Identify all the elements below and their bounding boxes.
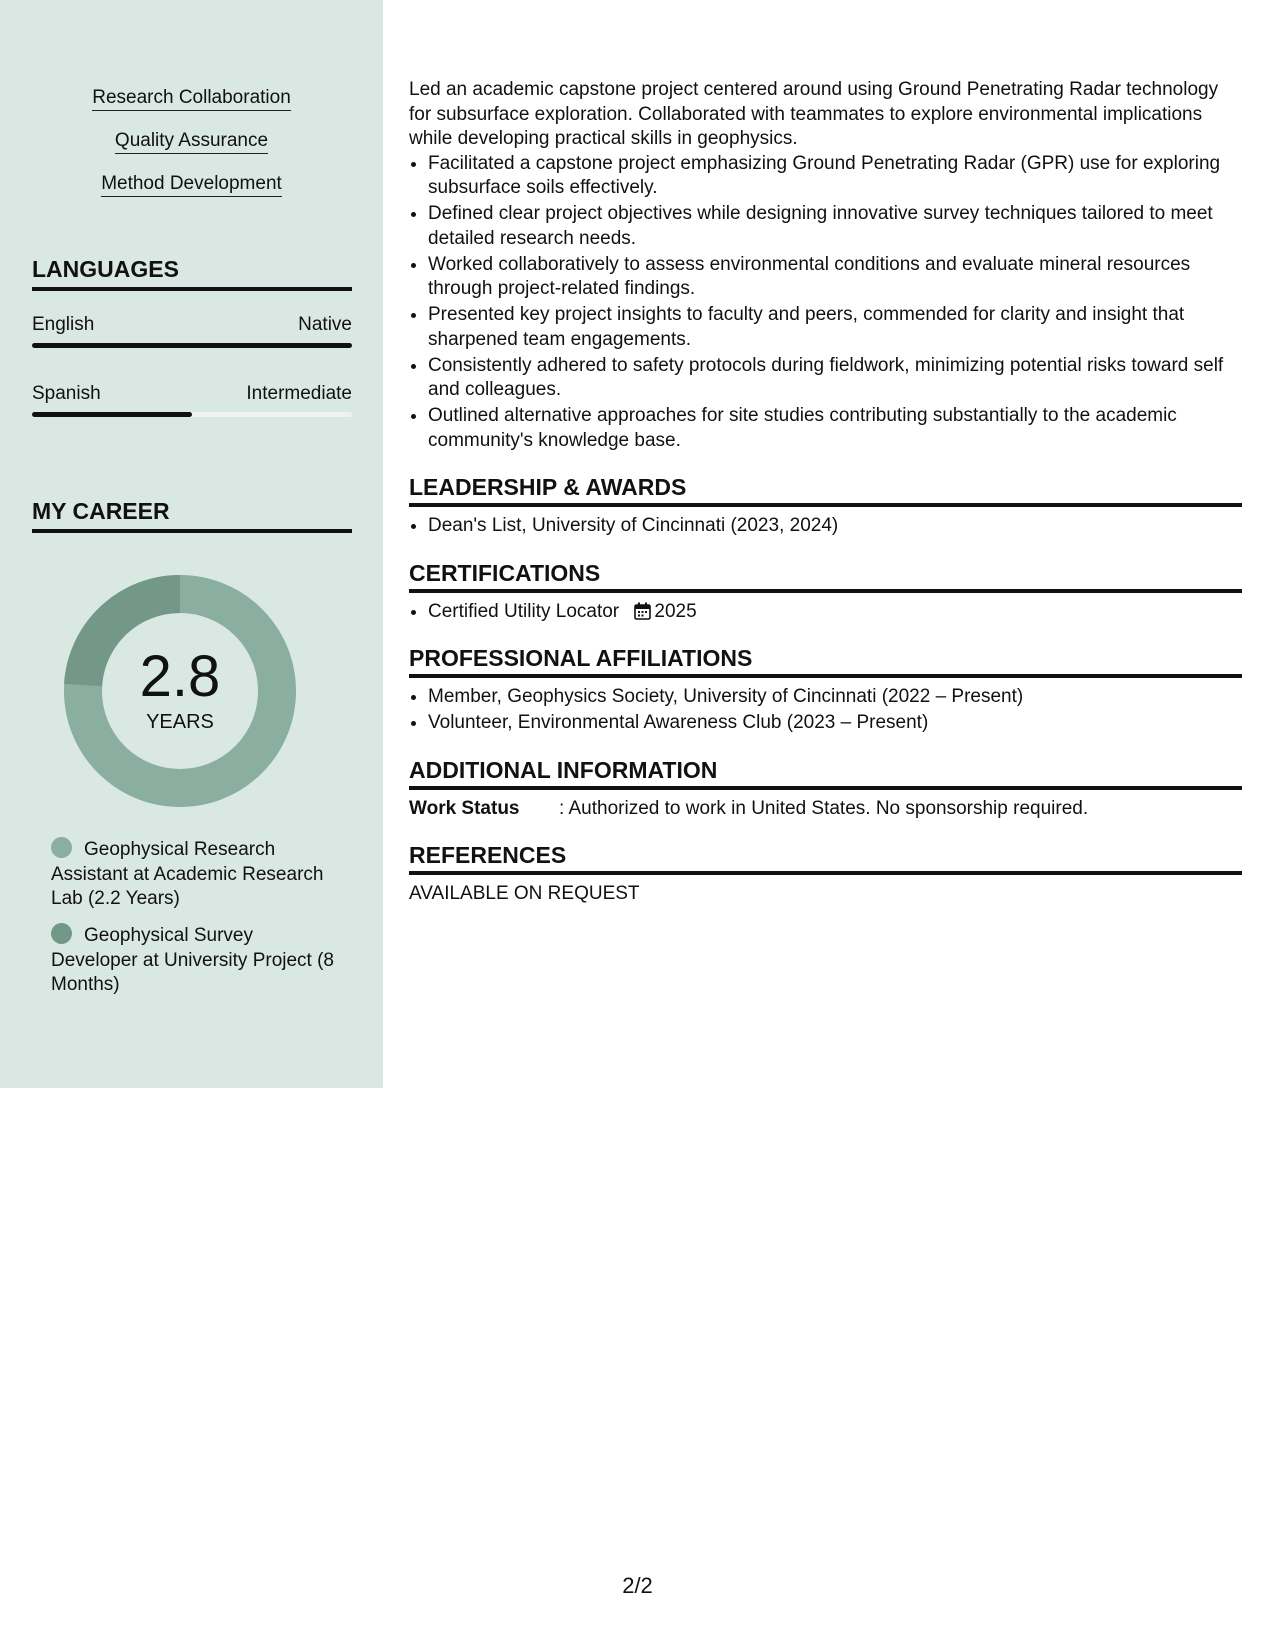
list-item: • Consistently adhered to safety protocols during fieldwork, minimizing potential risks toward self and colleagues.	[428, 354, 1242, 403]
list-item: • Outlined alternative approaches for site studies contributing substantially to the academic community's knowledge base.	[428, 404, 1242, 453]
language-name: Spanish	[32, 383, 101, 404]
language-row	[32, 382, 352, 406]
work-status-value: : Authorized to work in United States. No sponsorship required.	[559, 797, 1089, 819]
work-status-label: Work Status	[409, 797, 520, 819]
certifications-heading: CERTIFICATIONS	[409, 559, 1242, 593]
language-level: Native	[298, 314, 352, 335]
references-heading: REFERENCES	[409, 841, 1242, 875]
career-total-unit: YEARS	[146, 711, 214, 733]
languages-heading: LANGUAGES	[32, 255, 352, 291]
page-number: 2/2	[622, 1573, 653, 1598]
language-level: Intermediate	[246, 383, 352, 404]
list-item: • Volunteer, Environmental Awareness Club (2023 – Present)	[428, 711, 1242, 736]
list-item: • Member, Geophysics Society, University of Cincinnati (2022 – Present)	[428, 685, 1242, 710]
project-summary: Led an academic capstone project centered around using Ground Penetrating Radar technology for subsurface exploration. Collaborated with teammates to explore environmental implications while developing practical skills in geophysics.	[409, 79, 1219, 149]
list-item: • Worked collaboratively to assess environmental conditions and evaluate mineral resources through project-related findings.	[428, 253, 1242, 302]
language-name: English	[32, 314, 95, 335]
list-item: • Dean's List, University of Cincinnati (2023, 2024)	[428, 514, 1242, 539]
language-row	[32, 313, 352, 337]
career-legend-text: Geophysical Research Assistant at Academic Research Lab (2.2 Years)	[51, 839, 324, 909]
skill-tag: Quality Assurance	[115, 129, 268, 154]
career-heading: MY CAREER	[32, 497, 352, 533]
main-content	[409, 78, 1242, 907]
career-legend-text: Geophysical Survey Developer at University Project (8 Months)	[51, 925, 334, 995]
language-bar	[32, 343, 352, 348]
career-legend-item	[51, 837, 341, 912]
affiliations-list	[409, 685, 1242, 736]
language-bar-fill	[32, 343, 352, 348]
list-item: • Defined clear project objectives while designing innovative survey techniques tailored to meet detailed research needs.	[428, 202, 1242, 251]
project-bullets	[409, 152, 1242, 454]
skills-list	[0, 86, 383, 215]
list-item: • Facilitated a capstone project emphasizing Ground Penetrating Radar (GPR) use for exploring subsurface soils effectively.	[428, 152, 1242, 201]
certification-name: Certified Utility Locator	[428, 600, 620, 622]
skill-tag: Method Development	[101, 172, 282, 197]
certifications-list	[409, 600, 1242, 625]
legend-dot-icon	[51, 923, 72, 944]
language-bar	[32, 412, 352, 417]
leadership-heading: LEADERSHIP & AWARDS	[409, 473, 1242, 507]
list-item: • Presented key project insights to faculty and peers, commended for clarity and insight that sharpened team engagements.	[428, 303, 1242, 352]
certification-year: 2025	[654, 600, 697, 622]
skill-tag: Research Collaboration	[92, 86, 291, 111]
additional-info-heading: ADDITIONAL INFORMATION	[409, 756, 1242, 790]
career-legend-item	[51, 923, 341, 998]
references-text: AVAILABLE ON REQUEST	[409, 883, 640, 904]
calendar-icon	[634, 602, 651, 620]
legend-dot-icon	[51, 837, 72, 858]
language-bar-fill	[32, 412, 192, 417]
work-status-row	[409, 797, 1242, 822]
sidebar	[0, 0, 383, 1088]
leadership-list	[409, 514, 1242, 539]
career-total-years: 2.8	[139, 644, 221, 709]
certification-item	[428, 600, 1242, 625]
affiliations-heading: PROFESSIONAL AFFILIATIONS	[409, 644, 1242, 678]
